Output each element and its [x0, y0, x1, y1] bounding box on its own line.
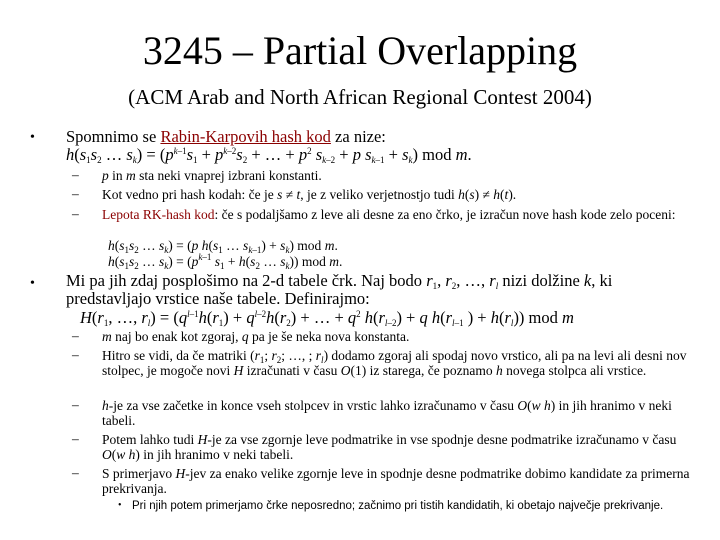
slide-subtitle: (ACM Arab and North African Regional Contest 2004) [128, 85, 592, 109]
rabin-karp-link[interactable]: Rabin-Karpovih hash kod [160, 127, 331, 146]
bullet-2-formula: $H(r_1$, …, $r_l) = (q^{l-1}h(r_1) + q^{l-2}h(r_2)$ + … + $q^2$ $h(r_{l-2}) + q$ $h(r_{l-1}$ ) + $h(r_l)$) mod m [80, 308, 574, 328]
bullet-2: Mi pa jih zdaj posplošimo na 2-d tabele črk. Naj bodo $r_1$, $r_2$, …, $r_l$ nizi dolžine k, ki predstavljajo vrstice naše tabele. Definirajmo: [66, 271, 613, 308]
bullet-1 [66, 128, 706, 146]
bullet-marker: • [30, 130, 35, 145]
bullet-2-sub-5: S primerjavo H-jev za enako velike zgornje leve in spodnje desne podmatrike dobimo kandidate za primerna prekrivanja. [102, 466, 690, 496]
bullet-1-sub-3 [102, 207, 682, 222]
bullet-marker: • [118, 500, 122, 511]
bullet-1-intro: Spomnimo se [66, 127, 161, 146]
bullet-1-sub-1: p in m sta neki vnaprej izbrani konstanti. [102, 168, 322, 183]
bullet-marker: • [30, 276, 35, 291]
bullet-2-sub-4: Potem lahko tudi H-je za vse zgornje leve podmatrike in vse spodnje desne podmatrike izračunamo v času O(w h) in jih hranimo v neki tabeli. [102, 432, 677, 462]
bullet-2-sub-1: m naj bo enak kot zgoraj, q pa je še neka nova konstanta. [102, 329, 410, 344]
bullet-2-sub-2: Hitro se vidi, da če matriki ($r_1$; $r_2$; …, ; $r_l$) dodamo zgoraj ali spodaj novo vrstico, ali pa na levi ali desni nov stolpec, je mogoče novi H izračunati v času O(1) iz starega, če poznamo h novega stolpca ali vrstice. [102, 348, 687, 378]
bullet-1-sub-3-rest: : če s podaljšamo z leve ali desne za eno črko, je izračun nove hash kode zelo poceni: [214, 207, 676, 222]
rk-hash-beauty-label: Lepota RK-hash kod [102, 207, 215, 222]
bullet-1-sub-3-formula-2: $h(s_1s_2$ … $s_k) = (p^{k-1}$ $s_1 + h(s_2$ … $s_k$)) mod m. [108, 252, 343, 271]
bullet-2-subsub: Pri njih potem primerjamo črke neposredno; začnimo pri tistih kandidatih, ki obetajo največje prekrivanje. [132, 500, 664, 512]
bullet-1-formula: $h(s_1s_2$ … $s_k) = (p^{k-1}s_1 + p^{k-2}s_2$ + … + $p^2$ $s_{k-2} + p$ $s_{k-1} + s_k$) mod m. [66, 145, 472, 165]
bullet-1-sub-3-formula-1: $h(s_1s_2$ … $s_k) = (p$ $h(s_1$ … $s_{k-1}) + s_k$) mod m. [108, 238, 338, 255]
bullet-1-rest: za nize: [330, 127, 386, 146]
slide-title: 3245 – Partial Overlapping [142, 28, 578, 73]
bullet-2-sub-3: h-je za vse začetke in konce vseh stolpcev in vrstic lahko izračunamo v času O(w h) in jih hranimo v neki tabeli. [102, 398, 672, 428]
bullet-1-sub-2: Kot vedno pri hash kodah: če je s ≠ t, je z veliko verjetnostjo tudi h(s) ≠ h(t). [102, 187, 517, 202]
